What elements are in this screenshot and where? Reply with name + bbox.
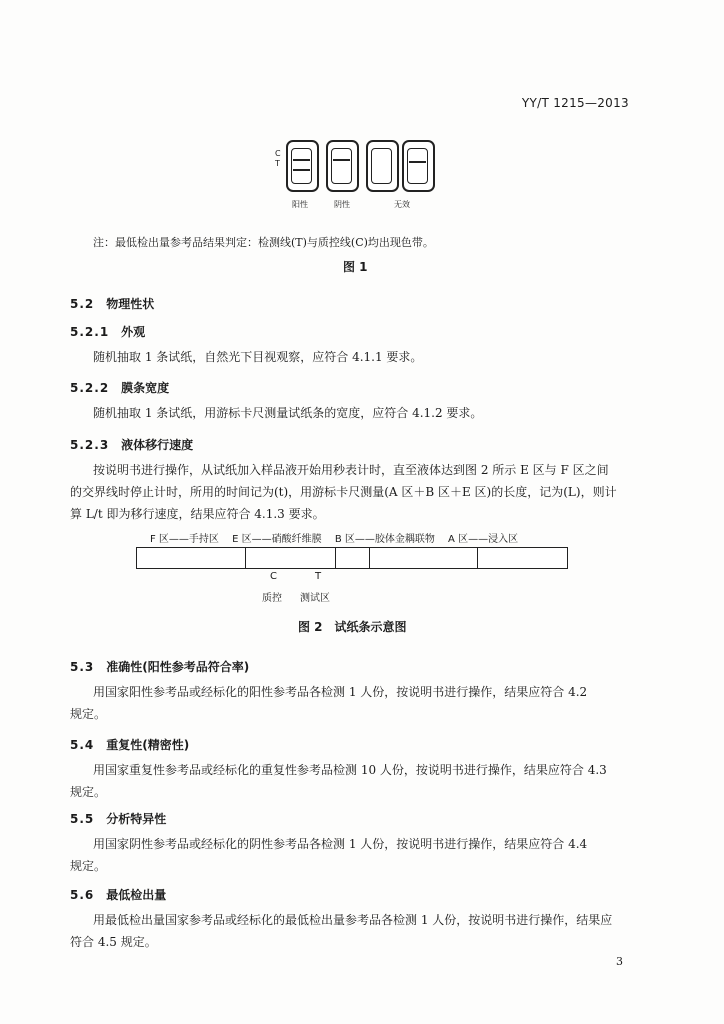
paragraph-5-2-3-line-1: 按说明书进行操作，从试纸加入样品液开始用秒表计时，直至液体达到图 2 所示 E 区与 F 区之间 xyxy=(93,463,609,477)
paragraph-5-5-line-2: 规定。 xyxy=(70,859,107,873)
paragraph-5-6-line-2: 符合 4.5 规定。 xyxy=(70,935,157,949)
cassette-window xyxy=(407,148,428,184)
paragraph-5-2-3-line-2: 的交界线时停止计时，所用的时间记为(t)，用游标卡尺测量(A 区＋B 区＋E 区)的长度，记为(L)，则计 xyxy=(70,485,617,499)
paragraph-5-2-2: 随机抽取 1 条试纸，用游标卡尺测量试纸条的宽度，应符合 4.1.2 要求。 xyxy=(93,406,483,420)
cassette-invalid-test-only xyxy=(402,140,435,192)
section-heading-5-4: 5.4 重复性(精密性) xyxy=(70,738,190,752)
cassette-window xyxy=(331,148,352,184)
cassette-negative xyxy=(326,140,359,192)
section-heading-5-2-1: 5.2.1 外观 xyxy=(70,325,146,339)
section-heading-5-2: 5.2 物理性状 xyxy=(70,297,155,311)
paragraph-5-6-line-1: 用最低检出量国家参考品或经标化的最低检出量参考品各检测 1 人份，按说明书进行操作，结果应 xyxy=(93,913,613,927)
zone-label-a: A 区——浸入区 xyxy=(448,534,519,545)
cassette-window xyxy=(291,148,312,184)
control-band xyxy=(293,159,310,161)
strip-divider xyxy=(245,548,246,568)
paragraph-5-3-line-1: 用国家阳性参考品或经标化的阳性参考品各检测 1 人份，按说明书进行操作，结果应符合 4.2 xyxy=(93,685,588,699)
control-line-name: 质控 xyxy=(262,593,282,604)
section-heading-5-5: 5.5 分析特异性 xyxy=(70,812,167,826)
cassette-positive xyxy=(286,140,319,192)
test-band xyxy=(293,169,310,171)
control-line-mark: C xyxy=(270,571,277,582)
result-label-negative: 阴性 xyxy=(334,200,350,209)
section-heading-5-2-2: 5.2.2 膜条宽度 xyxy=(70,381,170,395)
test-band xyxy=(409,161,426,163)
result-label-invalid: 无效 xyxy=(394,200,410,209)
zone-label-b: B 区——胶体金耦联物 xyxy=(334,534,435,545)
strip-zone-labels xyxy=(150,530,528,545)
figure-1-test-cassettes xyxy=(270,132,450,232)
test-line-mark: T xyxy=(315,571,322,582)
figure-1-note: 注：最低检出量参考品结果判定：检测线(T)与质控线(C)均出现色带。 xyxy=(93,236,434,249)
section-heading-5-3: 5.3 准确性(阳性参考品符合率) xyxy=(70,660,250,674)
control-line-label: C xyxy=(275,149,281,158)
page-number: 3 xyxy=(616,955,623,968)
cassette-invalid-empty xyxy=(366,140,399,192)
test-line-label: T xyxy=(275,159,280,168)
figure-1-caption: 图 1 xyxy=(343,260,368,274)
cassette-window xyxy=(371,148,392,184)
paragraph-5-4-line-2: 规定。 xyxy=(70,785,107,799)
control-band xyxy=(333,159,350,161)
section-heading-5-6: 5.6 最低检出量 xyxy=(70,888,167,902)
paragraph-5-3-line-2: 规定。 xyxy=(70,707,107,721)
test-strip-diagram xyxy=(136,547,568,569)
strip-divider xyxy=(335,548,336,568)
zone-label-e: E 区——硝酸纤维膜 xyxy=(232,534,322,545)
result-label-positive: 阳性 xyxy=(292,200,308,209)
zone-label-f: F 区——手持区 xyxy=(150,534,219,545)
strip-divider xyxy=(477,548,478,568)
paragraph-5-4-line-1: 用国家重复性参考品或经标化的重复性参考品检测 10 人份，按说明书进行操作，结果应符合 4.3 xyxy=(93,763,607,777)
strip-divider xyxy=(369,548,370,568)
section-heading-5-2-3: 5.2.3 液体移行速度 xyxy=(70,438,194,452)
paragraph-5-5-line-1: 用国家阴性参考品或经标化的阴性参考品各检测 1 人份，按说明书进行操作，结果应符合 4.4 xyxy=(93,837,588,851)
figure-2-caption: 图 2 试纸条示意图 xyxy=(298,620,407,634)
test-line-name: 测试区 xyxy=(300,593,330,604)
standard-code: YY/T 1215—2013 xyxy=(521,96,629,110)
paragraph-5-2-3-line-3: 算 L/t 即为移行速度，结果应符合 4.1.3 要求。 xyxy=(70,507,325,521)
paragraph-5-2-1: 随机抽取 1 条试纸，自然光下目视观察，应符合 4.1.1 要求。 xyxy=(93,350,423,364)
